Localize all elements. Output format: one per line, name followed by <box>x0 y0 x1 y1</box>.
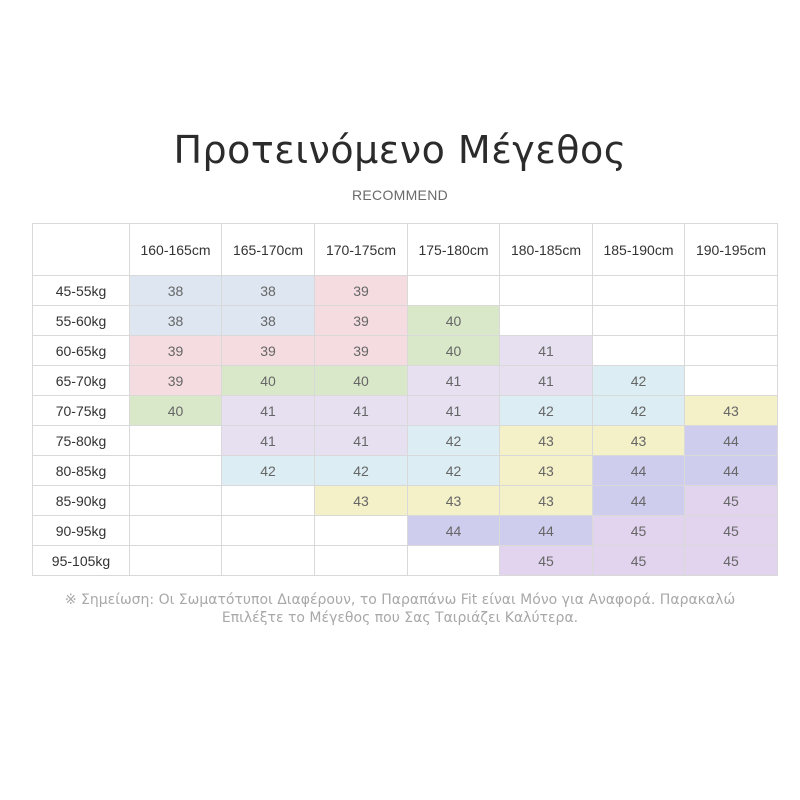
height-header: 175-180cm <box>408 224 500 276</box>
empty-cell <box>685 306 778 336</box>
table-row <box>33 276 778 306</box>
size-cell: 42 <box>500 396 593 426</box>
table-row <box>33 306 778 336</box>
size-cell: 40 <box>408 306 500 336</box>
page-title: Προτεινόμενο Μέγεθος <box>173 128 627 172</box>
size-cell: 42 <box>408 426 500 456</box>
size-cell: 44 <box>685 456 778 486</box>
empty-cell <box>408 276 500 306</box>
height-header: 165-170cm <box>222 224 315 276</box>
size-cell: 41 <box>315 396 408 426</box>
size-cell: 44 <box>593 486 685 516</box>
corner-cell <box>33 224 130 276</box>
size-cell: 45 <box>593 516 685 546</box>
empty-cell <box>130 516 222 546</box>
size-cell: 43 <box>500 486 593 516</box>
weight-label: 75-80kg <box>33 426 130 456</box>
size-cell: 38 <box>130 276 222 306</box>
table-row <box>33 426 778 456</box>
size-cell: 41 <box>500 336 593 366</box>
empty-cell <box>130 426 222 456</box>
size-cell: 44 <box>408 516 500 546</box>
size-cell: 44 <box>500 516 593 546</box>
empty-cell <box>593 306 685 336</box>
size-cell: 44 <box>685 426 778 456</box>
table-row <box>33 396 778 426</box>
table-row <box>33 366 778 396</box>
empty-cell <box>222 516 315 546</box>
size-cell: 41 <box>315 426 408 456</box>
empty-cell <box>222 546 315 576</box>
disclaimer-note <box>20 591 780 627</box>
weight-label: 55-60kg <box>33 306 130 336</box>
size-cell: 43 <box>408 486 500 516</box>
weight-label: 65-70kg <box>33 366 130 396</box>
table-row <box>33 516 778 546</box>
empty-cell <box>408 546 500 576</box>
size-cell: 42 <box>222 456 315 486</box>
empty-cell <box>500 306 593 336</box>
size-cell: 42 <box>315 456 408 486</box>
weight-label: 95-105kg <box>33 546 130 576</box>
weight-label: 60-65kg <box>33 336 130 366</box>
size-cell: 40 <box>222 366 315 396</box>
size-cell: 45 <box>500 546 593 576</box>
empty-cell <box>685 276 778 306</box>
weight-label: 70-75kg <box>33 396 130 426</box>
note-line-1: ※ Σημείωση: Οι Σωματότυποι Διαφέρουν, το Παραπάνω Fit είναι Μόνο για Αναφορά. Παρακαλώ <box>64 592 736 608</box>
empty-cell <box>500 276 593 306</box>
size-cell: 39 <box>222 336 315 366</box>
size-cell: 43 <box>593 426 685 456</box>
empty-cell <box>315 546 408 576</box>
table-header-row <box>33 224 778 276</box>
size-cell: 42 <box>408 456 500 486</box>
size-cell: 39 <box>315 276 408 306</box>
size-cell: 43 <box>500 456 593 486</box>
size-cell: 39 <box>130 336 222 366</box>
size-cell: 43 <box>500 426 593 456</box>
table-row <box>33 456 778 486</box>
empty-cell <box>130 546 222 576</box>
size-cell: 39 <box>130 366 222 396</box>
weight-label: 45-55kg <box>33 276 130 306</box>
size-cell: 40 <box>315 366 408 396</box>
size-cell: 41 <box>222 426 315 456</box>
page-subtitle: RECOMMEND <box>351 187 449 203</box>
height-header: 160-165cm <box>130 224 222 276</box>
table-row <box>33 486 778 516</box>
size-cell: 40 <box>130 396 222 426</box>
size-cell: 45 <box>685 486 778 516</box>
weight-label: 90-95kg <box>33 516 130 546</box>
size-cell: 45 <box>685 516 778 546</box>
height-header: 170-175cm <box>315 224 408 276</box>
empty-cell <box>222 486 315 516</box>
table-row <box>33 336 778 366</box>
size-cell: 45 <box>685 546 778 576</box>
size-cell: 41 <box>408 396 500 426</box>
size-cell: 39 <box>315 336 408 366</box>
size-cell: 39 <box>315 306 408 336</box>
weight-label: 80-85kg <box>33 456 130 486</box>
empty-cell <box>130 456 222 486</box>
size-cell: 40 <box>408 336 500 366</box>
note-line-2: Επιλέξτε το Μέγεθος που Σας Ταιριάζει Καλύτερα. <box>221 610 579 626</box>
size-cell: 43 <box>315 486 408 516</box>
height-header: 180-185cm <box>500 224 593 276</box>
size-cell: 41 <box>222 396 315 426</box>
empty-cell <box>130 486 222 516</box>
size-cell: 45 <box>593 546 685 576</box>
table-row <box>33 546 778 576</box>
empty-cell <box>593 336 685 366</box>
size-cell: 41 <box>408 366 500 396</box>
empty-cell <box>315 516 408 546</box>
size-cell: 38 <box>222 306 315 336</box>
size-cell: 38 <box>130 306 222 336</box>
height-header: 185-190cm <box>593 224 685 276</box>
empty-cell <box>685 336 778 366</box>
weight-label: 85-90kg <box>33 486 130 516</box>
size-cell: 43 <box>685 396 778 426</box>
size-cell: 42 <box>593 396 685 426</box>
size-cell: 41 <box>500 366 593 396</box>
empty-cell <box>593 276 685 306</box>
size-cell: 44 <box>593 456 685 486</box>
size-chart-table <box>32 223 778 576</box>
height-header: 190-195cm <box>685 224 778 276</box>
size-cell: 42 <box>593 366 685 396</box>
empty-cell <box>685 366 778 396</box>
size-cell: 38 <box>222 276 315 306</box>
